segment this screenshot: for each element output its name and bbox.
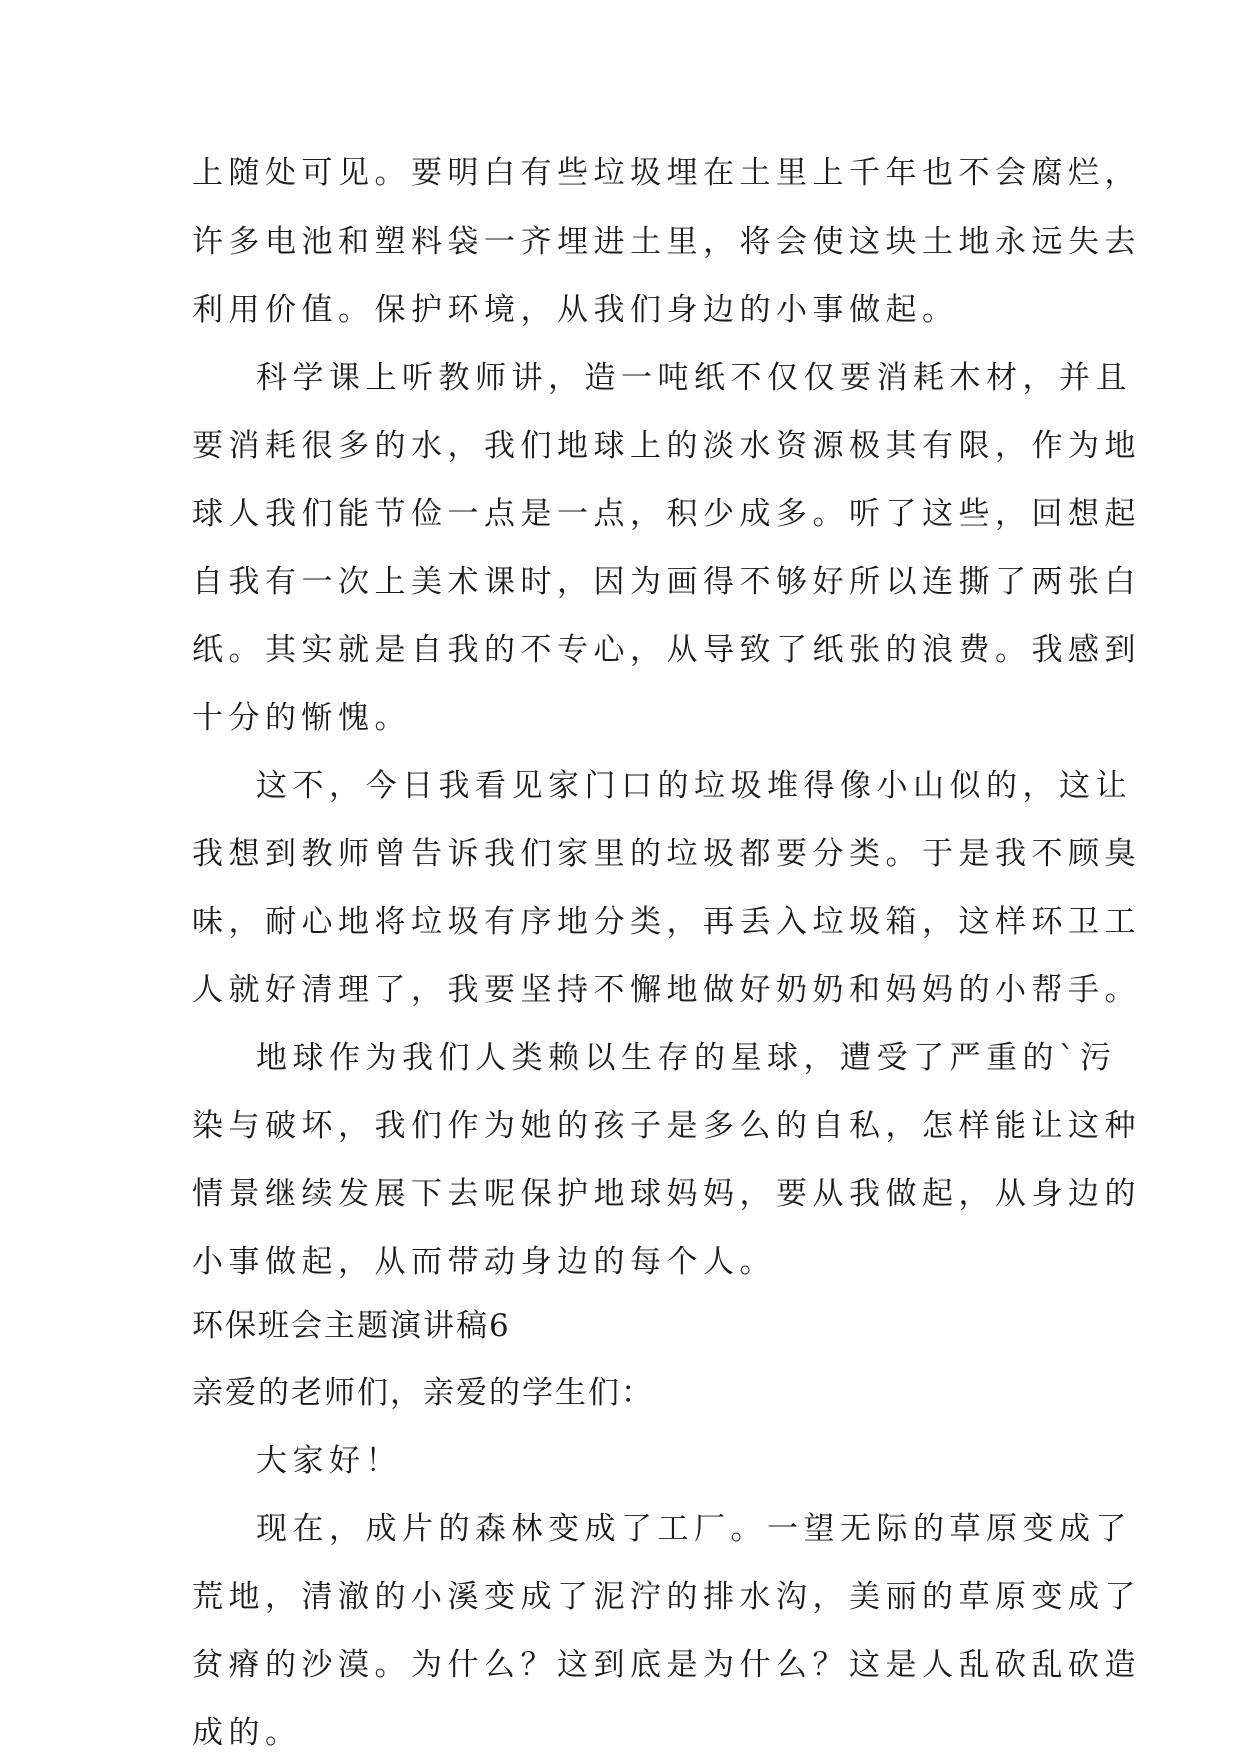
text-line: 荒地，清澈的小溪变成了泥泞的排水沟，美丽的草原变成了: [192, 1579, 1141, 1615]
paragraph-first-line: 现在，成片的森林变成了工厂。一望无际的草原变成了: [256, 1511, 1132, 1547]
text-line: 许多电池和塑料袋一齐埋进土里，将会使这块土地永远失去: [192, 224, 1141, 260]
text-line: 十分的惭愧。: [192, 700, 411, 736]
salutation: 亲爱的老师们，亲爱的学生们：: [192, 1375, 654, 1411]
text-line: 贫瘠的沙漠。为什么？这到底是为什么？这是人乱砍乱砍造: [192, 1647, 1141, 1683]
text-line: 染与破坏，我们作为她的孩子是多么的自私，怎样能让这种: [192, 1108, 1141, 1144]
text-line: 自我有一次上美术课时，因为画得不够好所以连撕了两张白: [192, 564, 1141, 600]
greeting: 大家好！: [256, 1443, 402, 1479]
text-line: 情景继续发展下去呢保护地球妈妈，要从我做起，从身边的: [192, 1176, 1141, 1212]
paragraph-first-line: 这不，今日我看见家门口的垃圾堆得像小山似的，这让: [256, 768, 1132, 804]
text-line: 成的。: [192, 1715, 302, 1751]
text-line: 人就好清理了，我要坚持不懈地做好奶奶和妈妈的小帮手。: [192, 972, 1141, 1008]
text-line: 球人我们能节俭一点是一点，积少成多。听了这些，回想起: [192, 496, 1141, 532]
text-line: 我想到教师曾告诉我们家里的垃圾都要分类。于是我不顾臭: [192, 836, 1141, 872]
paragraph-first-line: 科学课上听教师讲，造一吨纸不仅仅要消耗木材，并且: [256, 360, 1132, 396]
text-line: 味，耐心地将垃圾有序地分类，再丢入垃圾箱，这样环卫工: [192, 904, 1141, 940]
text-line: 上随处可见。要明白有些垃圾埋在土里上千年也不会腐烂，: [192, 155, 1141, 191]
text-line: 纸。其实就是自我的不专心，从导致了纸张的浪费。我感到: [192, 632, 1141, 668]
text-line: 小事做起，从而带动身边的每个人。: [192, 1244, 776, 1280]
section-heading: 环保班会主题演讲稿6: [192, 1308, 511, 1344]
text-line: 利用价值。保护环境，从我们身边的小事做起。: [192, 292, 959, 328]
text-line: 要消耗很多的水，我们地球上的淡水资源极其有限，作为地: [192, 428, 1141, 464]
paragraph-first-line: 地球作为我们人类赖以生存的星球，遭受了严重的`污: [256, 1040, 1117, 1076]
